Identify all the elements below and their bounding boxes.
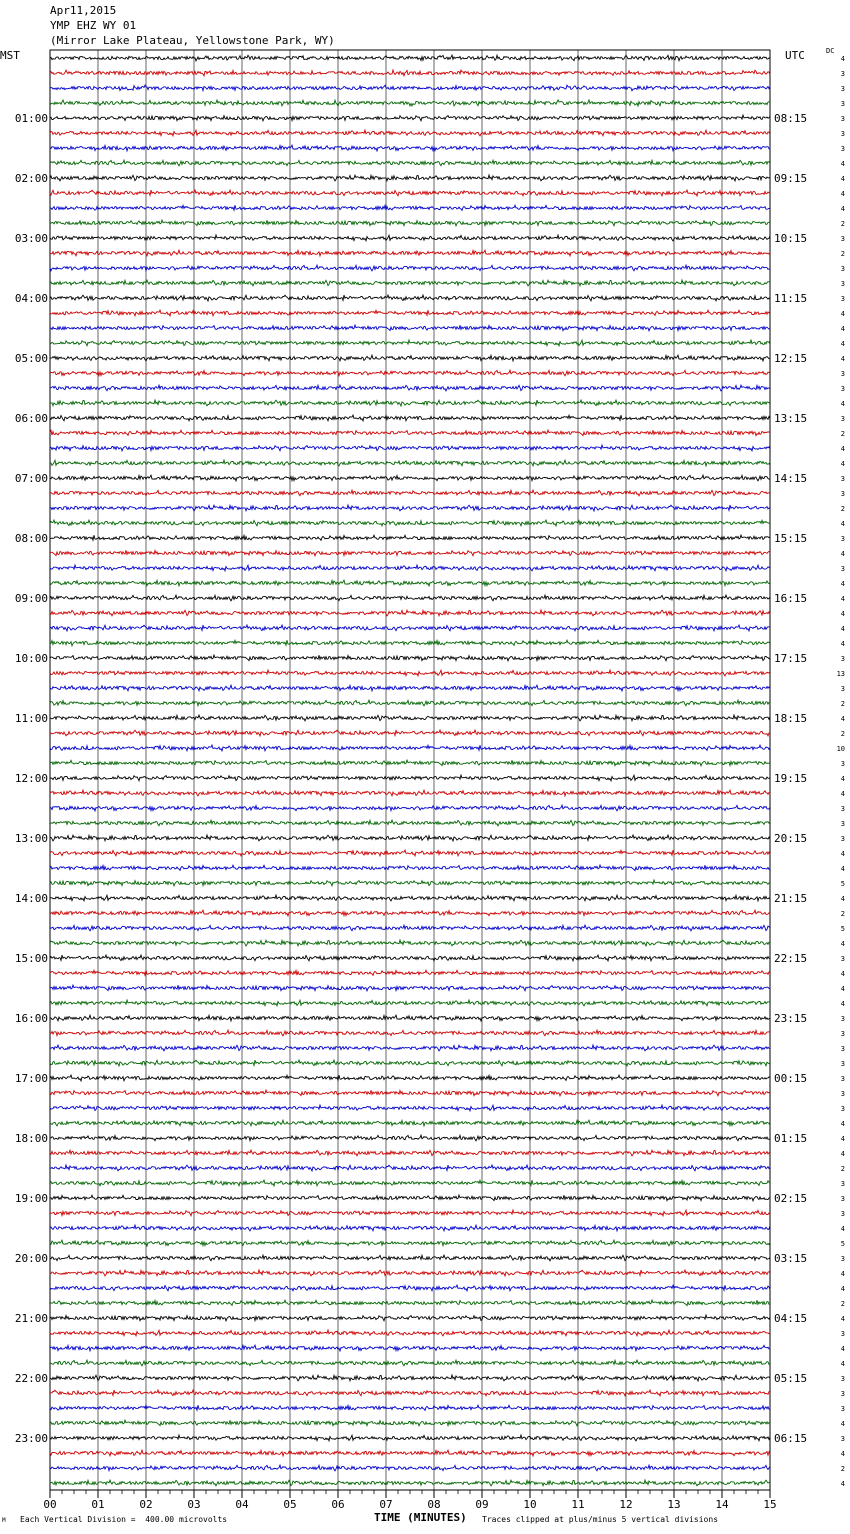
seismic-trace — [50, 1105, 770, 1111]
x-tick-label: 04 — [235, 1498, 249, 1511]
hour-label-left: 22:00 — [14, 1372, 48, 1385]
hour-label-right: 04:15 — [774, 1312, 808, 1325]
x-tick-label: 09 — [475, 1498, 489, 1511]
dc-value: 3 — [840, 1405, 845, 1413]
dc-value: 4 — [840, 1150, 845, 1158]
dc-value: 4 — [840, 400, 845, 408]
dc-value: 3 — [840, 145, 845, 153]
dc-value: 4 — [840, 1315, 845, 1323]
x-tick-label: 01 — [91, 1498, 105, 1511]
dc-value: 2 — [840, 430, 845, 438]
hour-label-right: 10:15 — [774, 232, 808, 245]
seismic-trace — [50, 1180, 770, 1186]
dc-value: 4 — [840, 445, 845, 453]
dc-value: 4 — [840, 1270, 845, 1278]
seismic-trace — [50, 250, 770, 256]
hour-label-left: 08:00 — [14, 532, 48, 545]
seismic-trace — [50, 985, 770, 991]
seismic-trace — [50, 190, 770, 196]
seismic-trace — [50, 340, 770, 346]
dc-value: 4 — [840, 1360, 845, 1368]
seismic-trace — [50, 1090, 770, 1096]
dc-value: 4 — [840, 775, 845, 783]
seismic-trace — [50, 295, 770, 301]
footer-mark: M — [2, 1517, 6, 1524]
seismic-trace — [50, 1060, 770, 1066]
dc-value: 13 — [836, 670, 845, 678]
dc-value: 3 — [840, 370, 845, 378]
hour-label-left: 03:00 — [14, 232, 48, 245]
seismic-trace — [50, 355, 770, 361]
seismic-trace — [50, 430, 770, 436]
dc-value: 3 — [840, 490, 845, 498]
dc-value: 3 — [840, 1015, 845, 1023]
seismic-trace — [50, 1240, 770, 1246]
dc-value: 3 — [840, 565, 845, 573]
vertical-division-note: Each Vertical Division = 400.00 microvolts — [20, 1515, 228, 1524]
seismic-trace — [50, 745, 770, 751]
dc-value: 2 — [840, 505, 845, 513]
hour-label-right: 16:15 — [774, 592, 808, 605]
seismic-trace — [50, 325, 770, 331]
hour-label-right: 01:15 — [774, 1132, 808, 1145]
seismic-trace — [50, 685, 770, 691]
dc-value: 3 — [840, 760, 845, 768]
dc-value: 4 — [840, 1345, 845, 1353]
dc-value: 4 — [840, 55, 845, 63]
dc-value: 4 — [840, 625, 845, 633]
dc-value: 4 — [840, 610, 845, 618]
dc-value: 3 — [840, 130, 845, 138]
hour-label-right: 22:15 — [774, 952, 808, 965]
dc-value: 3 — [840, 1105, 845, 1113]
x-tick-label: 12 — [619, 1498, 633, 1511]
dc-value: 4 — [840, 460, 845, 468]
hour-label-left: 05:00 — [14, 352, 48, 365]
seismic-trace — [50, 1435, 770, 1441]
dc-value: 2 — [840, 1165, 845, 1173]
dc-value: 5 — [840, 925, 845, 933]
dc-value: 4 — [840, 865, 845, 873]
x-tick-label: 13 — [667, 1498, 681, 1511]
hour-label-right: 17:15 — [774, 652, 808, 665]
seismic-trace — [50, 385, 770, 391]
seismic-trace — [50, 490, 770, 496]
seismic-trace — [50, 1375, 770, 1381]
seismic-trace — [50, 835, 770, 841]
dc-value: 4 — [840, 1285, 845, 1293]
dc-value: 4 — [840, 1000, 845, 1008]
seismic-trace — [50, 1450, 770, 1456]
hour-label-left: 06:00 — [14, 412, 48, 425]
dc-value: 4 — [840, 340, 845, 348]
seismic-trace — [50, 1030, 770, 1036]
hour-label-left: 09:00 — [14, 592, 48, 605]
seismic-trace — [50, 1360, 770, 1366]
seismic-trace — [50, 520, 770, 526]
seismic-trace — [50, 700, 770, 706]
seismic-trace — [50, 1210, 770, 1216]
hour-label-right: 20:15 — [774, 832, 808, 845]
dc-value: 3 — [840, 115, 845, 123]
hour-label-right: 19:15 — [774, 772, 808, 785]
seismic-trace — [50, 550, 770, 556]
seismic-trace — [50, 400, 770, 406]
dc-value: 5 — [840, 880, 845, 888]
seismic-trace — [50, 850, 770, 856]
x-tick-label: 02 — [139, 1498, 153, 1511]
seismic-trace — [50, 970, 770, 975]
seismic-trace — [50, 100, 770, 106]
dc-value: 3 — [840, 1435, 845, 1443]
dc-value: 3 — [840, 235, 845, 243]
hour-label-left: 12:00 — [14, 772, 48, 785]
seismic-trace — [50, 1315, 770, 1321]
dc-value: 4 — [840, 310, 845, 318]
dc-value: 4 — [840, 325, 845, 333]
dc-value: 4 — [840, 190, 845, 198]
station-location: (Mirror Lake Plateau, Yellowstone Park, WY) — [50, 34, 335, 47]
hour-label-left: 20:00 — [14, 1252, 48, 1265]
seismic-trace — [50, 940, 770, 946]
seismic-trace — [50, 175, 770, 181]
hour-label-left: 10:00 — [14, 652, 48, 665]
seismic-trace — [50, 235, 770, 241]
seismic-trace — [50, 640, 770, 646]
hour-label-right: 18:15 — [774, 712, 808, 725]
dc-value: 3 — [840, 1375, 845, 1383]
seismic-trace — [50, 280, 770, 286]
hour-label-left: 11:00 — [14, 712, 48, 725]
seismic-trace — [50, 130, 770, 136]
dc-value: 3 — [840, 835, 845, 843]
hour-label-right: 02:15 — [774, 1192, 808, 1205]
seismic-trace — [50, 955, 770, 961]
hour-label-left: 19:00 — [14, 1192, 48, 1205]
dc-value: 2 — [840, 1300, 845, 1308]
seismic-trace — [50, 1300, 770, 1306]
dc-value: 4 — [840, 355, 845, 363]
hour-label-right: 06:15 — [774, 1432, 808, 1445]
hour-label-left: 15:00 — [14, 952, 48, 965]
x-tick-label: 07 — [379, 1498, 393, 1511]
x-tick-label: 03 — [187, 1498, 201, 1511]
dc-value: 3 — [840, 820, 845, 828]
seismic-trace — [50, 1255, 770, 1261]
seismic-trace — [50, 730, 770, 736]
hour-label-right: 12:15 — [774, 352, 808, 365]
x-tick-label: 08 — [427, 1498, 441, 1511]
seismic-trace — [50, 655, 770, 661]
seismic-trace — [50, 145, 770, 151]
seismic-trace — [50, 1015, 770, 1021]
dc-value: 3 — [840, 100, 845, 108]
seismic-trace — [50, 415, 770, 421]
x-tick-label: 05 — [283, 1498, 297, 1511]
dc-value: 3 — [840, 85, 845, 93]
dc-value: 4 — [840, 1420, 845, 1428]
dc-value: 4 — [840, 640, 845, 648]
seismic-trace — [50, 220, 770, 226]
dc-value: 4 — [840, 790, 845, 798]
dc-value: 3 — [840, 1180, 845, 1188]
hour-label-right: 15:15 — [774, 532, 808, 545]
dc-value: 3 — [840, 1075, 845, 1083]
seismic-trace — [50, 505, 770, 511]
dc-value: 2 — [840, 220, 845, 228]
seismic-trace — [50, 820, 770, 826]
hour-label-right: 05:15 — [774, 1372, 808, 1385]
dc-value: 4 — [840, 1480, 845, 1488]
hour-label-right: 08:15 — [774, 112, 808, 125]
seismic-trace — [50, 1345, 770, 1351]
hour-label-left: 01:00 — [14, 112, 48, 125]
seismic-trace — [50, 475, 770, 481]
hour-label-right: 09:15 — [774, 172, 808, 185]
seismic-trace — [50, 1045, 770, 1051]
clip-note: Traces clipped at plus/minus 5 vertical divisions — [482, 1515, 719, 1524]
seismic-trace — [50, 865, 770, 871]
seismic-trace — [50, 1120, 770, 1126]
seismic-trace — [50, 925, 770, 931]
dc-value: 4 — [840, 1120, 845, 1128]
plot-date: Apr11,2015 — [50, 4, 117, 17]
seismic-trace — [50, 1195, 770, 1201]
dc-value: 4 — [840, 1450, 845, 1458]
seismic-trace — [50, 1405, 770, 1410]
dc-value: 4 — [840, 520, 845, 528]
hour-label-left: 17:00 — [14, 1072, 48, 1085]
seismic-trace — [50, 580, 770, 586]
dc-value: 3 — [840, 655, 845, 663]
seismic-trace — [50, 1420, 770, 1426]
dc-value: 4 — [840, 1135, 845, 1143]
dc-value: 2 — [840, 910, 845, 918]
x-tick-label: 11 — [571, 1498, 585, 1511]
seismic-trace — [50, 85, 770, 91]
dc-value: 4 — [840, 175, 845, 183]
dc-value: 4 — [840, 850, 845, 858]
dc-value: 2 — [840, 250, 845, 258]
seismic-trace — [50, 775, 770, 781]
seismic-trace — [50, 1330, 770, 1336]
dc-value: 3 — [840, 1390, 845, 1398]
dc-value: 4 — [840, 160, 845, 168]
seismic-trace — [50, 565, 770, 571]
seismic-trace — [50, 670, 770, 676]
dc-value: 4 — [840, 205, 845, 213]
dc-value: 3 — [840, 685, 845, 693]
station-code: YMP EHZ WY 01 — [50, 19, 137, 32]
seismic-trace — [50, 1390, 770, 1396]
hour-label-right: 00:15 — [774, 1072, 808, 1085]
dc-value: 3 — [840, 1330, 845, 1338]
dc-value: 4 — [840, 580, 845, 588]
dc-value: 3 — [840, 1195, 845, 1203]
dc-value: 3 — [840, 385, 845, 393]
hour-label-right: 21:15 — [774, 892, 808, 905]
seismic-trace — [50, 70, 770, 76]
hour-label-left: 18:00 — [14, 1132, 48, 1145]
seismic-trace — [50, 595, 770, 601]
seismic-trace — [50, 535, 770, 540]
seismic-trace — [50, 1270, 770, 1276]
dc-value: 3 — [840, 1255, 845, 1263]
hour-label-left: 13:00 — [14, 832, 48, 845]
x-tick-label: 15 — [763, 1498, 777, 1511]
dc-value: 3 — [840, 1060, 845, 1068]
seismic-trace — [50, 160, 770, 166]
seismic-trace — [50, 1480, 770, 1486]
seismic-trace — [50, 1165, 770, 1171]
hour-label-left: 21:00 — [14, 1312, 48, 1325]
seismic-trace — [50, 370, 770, 376]
seismic-trace — [50, 880, 770, 886]
seismic-trace — [50, 1150, 770, 1156]
x-tick-label: 14 — [715, 1498, 729, 1511]
hour-label-right: 23:15 — [774, 1012, 808, 1025]
seismic-trace — [50, 445, 770, 451]
seismic-trace — [50, 1135, 770, 1141]
hour-label-left: 02:00 — [14, 172, 48, 185]
hour-label-right: 13:15 — [774, 412, 808, 425]
dc-value: 3 — [840, 805, 845, 813]
seismic-trace — [50, 1285, 770, 1291]
hour-label-right: 11:15 — [774, 292, 808, 305]
seismic-trace — [50, 760, 770, 766]
seismic-trace — [50, 1075, 770, 1081]
hour-label-left: 04:00 — [14, 292, 48, 305]
dc-value: 4 — [840, 595, 845, 603]
seismic-trace — [50, 1225, 770, 1231]
x-tick-label: 06 — [331, 1498, 345, 1511]
seismic-trace — [50, 805, 770, 811]
dc-value: 2 — [840, 1465, 845, 1473]
seismic-trace — [50, 790, 770, 796]
seismic-trace — [50, 910, 770, 916]
hour-label-left: 16:00 — [14, 1012, 48, 1025]
seismic-trace — [50, 115, 770, 121]
hour-label-right: 03:15 — [774, 1252, 808, 1265]
seismic-trace — [50, 460, 770, 466]
hour-label-left: 14:00 — [14, 892, 48, 905]
dc-value: 2 — [840, 700, 845, 708]
hour-label-right: 14:15 — [774, 472, 808, 485]
dc-value: 4 — [840, 1225, 845, 1233]
hour-label-left: 23:00 — [14, 1432, 48, 1445]
dc-value: 10 — [836, 745, 845, 753]
seismic-trace — [50, 1465, 770, 1471]
dc-value: 3 — [840, 265, 845, 273]
seismic-trace — [50, 265, 770, 271]
dc-value: 4 — [840, 895, 845, 903]
dc-value: 3 — [840, 1030, 845, 1038]
dc-value: 2 — [840, 730, 845, 738]
dc-value: 3 — [840, 1045, 845, 1053]
dc-value: 4 — [840, 940, 845, 948]
left-timezone-label: MST — [0, 49, 20, 62]
dc-value: 4 — [840, 970, 845, 978]
x-tick-label: 00 — [43, 1498, 57, 1511]
dc-value: 4 — [840, 550, 845, 558]
dc-value: 5 — [840, 1240, 845, 1248]
dc-value: 3 — [840, 475, 845, 483]
hour-label-left: 07:00 — [14, 472, 48, 485]
dc-value: 3 — [840, 1210, 845, 1218]
dc-value: 3 — [840, 70, 845, 78]
seismic-trace — [50, 310, 770, 316]
x-axis-title: TIME (MINUTES) — [374, 1511, 467, 1524]
dc-value: 3 — [840, 535, 845, 543]
seismic-trace — [50, 895, 770, 901]
seismic-trace — [50, 715, 770, 721]
right-timezone-label: UTC — [785, 49, 805, 62]
dc-value: 4 — [840, 985, 845, 993]
dc-value: 3 — [840, 955, 845, 963]
seismic-trace — [50, 625, 770, 631]
dc-value: 3 — [840, 1090, 845, 1098]
seismic-trace — [50, 610, 770, 616]
dc-value: 3 — [840, 295, 845, 303]
dc-value: 3 — [840, 280, 845, 288]
seismic-trace — [50, 1000, 770, 1006]
x-tick-label: 10 — [523, 1498, 537, 1511]
dc-value: 4 — [840, 715, 845, 723]
seismic-trace — [50, 205, 770, 210]
seismic-trace — [50, 55, 770, 61]
dc-value: 3 — [840, 415, 845, 423]
dc-header-label: DC — [826, 47, 835, 55]
